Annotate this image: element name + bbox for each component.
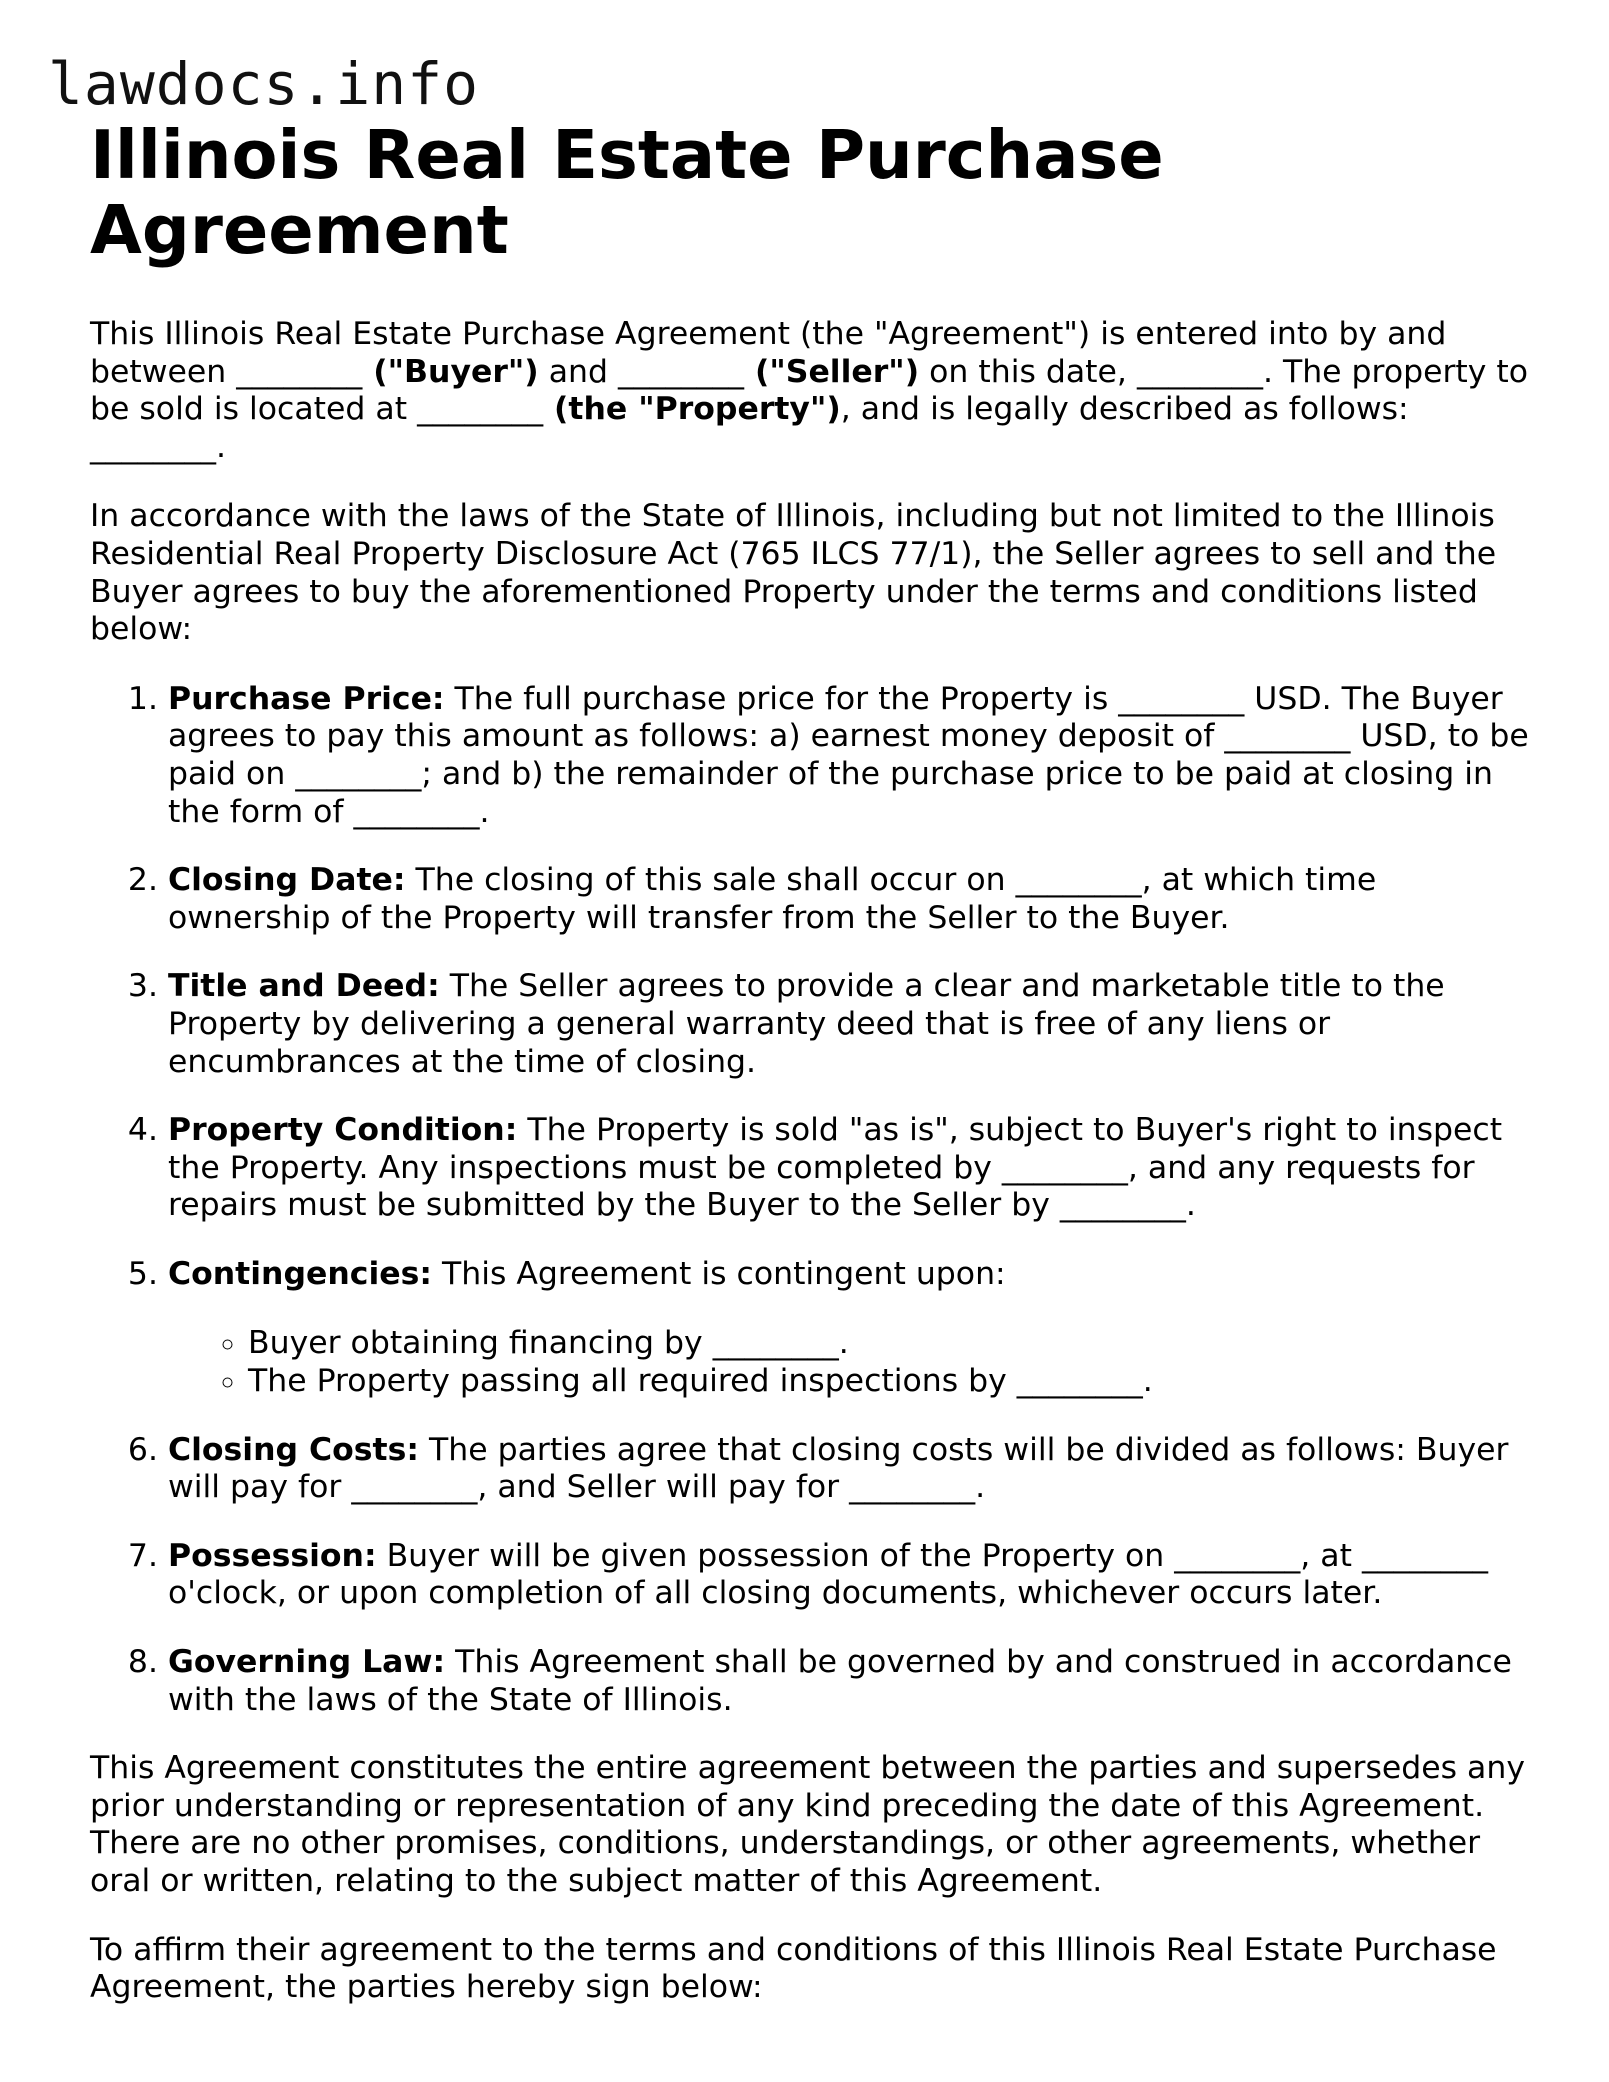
- buyer-costs-blank: ________: [351, 1469, 478, 1506]
- term-title-deed: 3. Title and Deed: The Seller agrees to provide a clear and marketable title to the Property by delivering a general warranty deed that is free of any liens or encumbrances at the time of closing.: [168, 968, 1530, 1081]
- financing-date-blank: ________: [712, 1325, 839, 1362]
- contingency-financing: ◦ Buyer obtaining financing by ________.: [248, 1325, 1530, 1363]
- site-watermark: lawdocs.info: [48, 50, 480, 118]
- deposit-blank: ________: [1224, 718, 1351, 755]
- affirm-paragraph: To affirm their agreement to the terms and conditions of this Illinois Real Estate Purchase Agreement, the parties hereby sign below:: [90, 1931, 1497, 2006]
- term-property-condition: 4. Property Condition: The Property is sold "as is", subject to Buyer's right to inspect the Property. Any inspections must be completed by ________, and any requests for repairs must be submitted by the Buyer to the Seller by ________.: [168, 1112, 1530, 1225]
- terms-list: [90, 681, 1530, 1719]
- term-purchase-price: 1. Purchase Price: The full purchase price for the Property is ________ USD. The Buyer agrees to pay this amount as follows: a) earnest money deposit of ________ USD, to be paid on ________; and b) the remainder of the purchase price to be paid at closing in the form of ________.: [168, 681, 1530, 831]
- possession-date-blank: ________: [1174, 1537, 1301, 1574]
- law-paragraph: In accordance with the laws of the State of Illinois, including but not limited to the Illinois Residential Real Property Disclosure Act (765 ILCS 77/1), the Seller agrees to sell and the Buyer agrees to buy the aforementioned Property under the terms and conditions listed below:: [90, 498, 1497, 648]
- closing-date-blank: ________: [1015, 862, 1142, 899]
- intro-paragraph: This Illinois Real Estate Purchase Agreement (the "Agreement") is entered into by and between ________ ("Buyer") and ________ ("Seller") on this date, ________. The property to be sold is located at ________ (the "Property"), and is legally described as follows: ________.: [90, 316, 1529, 465]
- term-possession: 7. Possession: Buyer will be given possession of the Property on ________, at ________ o'clock, or upon completion of all closing documents, whichever occurs later.: [168, 1538, 1530, 1613]
- term-closing-costs: 6. Closing Costs: The parties agree that closing costs will be divided as follows: Buyer will pay for ________, and Seller will pay for ________.: [168, 1432, 1530, 1507]
- inspections-date-blank: ________: [1016, 1363, 1143, 1400]
- term-contingencies: 5. Contingencies: This Agreement is contingent upon: ◦ Buyer obtaining financing by ________. ◦ The Property passing all required inspections by ________.: [168, 1256, 1530, 1401]
- contingencies-list: [168, 1325, 1530, 1400]
- purchase-price-blank: ________: [1118, 680, 1245, 717]
- legal-description-blank: ________: [90, 428, 216, 465]
- buyer-name-blank: ________: [236, 353, 363, 390]
- inspection-date-blank: ________: [1001, 1149, 1128, 1186]
- deposit-date-blank: ________: [295, 755, 422, 792]
- document-title: Illinois Real Estate Purchase Agreement: [90, 116, 1164, 269]
- seller-name-blank: ________: [617, 353, 744, 390]
- term-governing-law: 8. Governing Law: This Agreement shall be governed by and construed in accordance with the laws of the State of Illinois.: [168, 1644, 1530, 1719]
- agreement-date-blank: ________: [1136, 353, 1263, 390]
- document-body: [90, 118, 1530, 2007]
- payment-form-blank: ________: [353, 793, 480, 830]
- contingency-inspections: ◦ The Property passing all required inspections by ________.: [248, 1363, 1530, 1401]
- entire-agreement-paragraph: This Agreement constitutes the entire agreement between the parties and supersedes any prior understanding or representation of any kind preceding the date of this Agreement. There are no other promises, conditions, understandings, or other agreements, whether oral or written, relating to the subject matter of this Agreement.: [90, 1750, 1525, 1899]
- property-address-blank: ________: [417, 391, 544, 428]
- repair-request-date-blank: ________: [1059, 1187, 1186, 1224]
- possession-time-blank: ________: [1361, 1537, 1488, 1574]
- seller-costs-blank: ________: [849, 1469, 976, 1506]
- term-closing-date: 2. Closing Date: The closing of this sale shall occur on ________, at which time ownership of the Property will transfer from the Seller to the Buyer.: [168, 862, 1530, 937]
